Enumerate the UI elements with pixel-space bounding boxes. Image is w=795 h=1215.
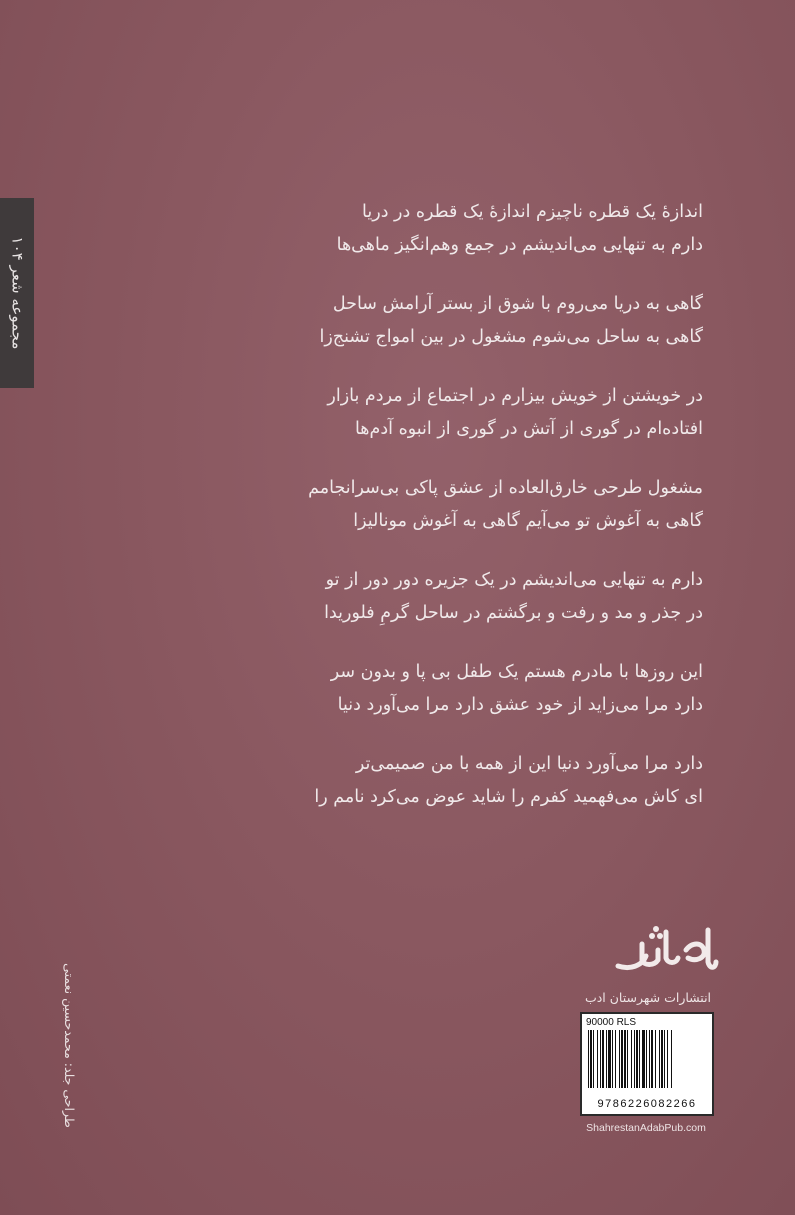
poem-line: مشغول طرحی خارق‌العاده از عشق پاکی بی‌سرانجامم bbox=[308, 478, 703, 498]
poem-stanza bbox=[203, 748, 703, 814]
poem-stanza bbox=[203, 656, 703, 722]
poem-line: در خویشتن از خویش بیزارم در اجتماع از مردم بازار bbox=[327, 386, 703, 406]
series-label: مجموعه شعر ۱۰۴ bbox=[8, 236, 27, 350]
barcode-bars bbox=[586, 1030, 708, 1088]
price-label: 90000 RLS bbox=[586, 1017, 637, 1028]
poem-line: گاهی به ساحل می‌شوم مشغول در بین امواج تشنج‌زا bbox=[319, 327, 703, 347]
poem-line: گاهی به آغوش تو می‌آیم گاهی به آغوش مونالیزا bbox=[353, 511, 703, 531]
poem-line: دارم به تنهایی می‌اندیشم در جمع وهم‌انگیز ماهی‌ها bbox=[336, 235, 703, 255]
poem-stanza bbox=[203, 380, 703, 446]
poem-stanza bbox=[203, 564, 703, 630]
publisher-name: انتشارات شهرستان ادب bbox=[584, 990, 712, 1005]
poem-line: دارد مرا می‌زاید از خود عشق دارد مرا می‌آورد دنیا bbox=[337, 695, 703, 715]
poem-stanza bbox=[203, 288, 703, 354]
poem bbox=[203, 196, 703, 840]
poem-line: دارم به تنهایی می‌اندیشم در یک جزیره دور دور از تو bbox=[325, 570, 703, 590]
isbn-number: 9786226082266 bbox=[597, 1098, 697, 1110]
poem-line: این روزها با مادرم هستم یک طفل بی پا و بدون سر bbox=[330, 662, 703, 682]
isbn-barcode bbox=[580, 1012, 714, 1116]
poem-line: اندازهٔ یک قطره ناچیزم اندازهٔ یک قطره در دریا bbox=[362, 202, 703, 222]
cover-designer-text: طراحی جلد: محمدحسین نعمتی bbox=[61, 962, 77, 1128]
poem-stanza bbox=[203, 196, 703, 262]
publisher-website: ShahrestanAdabPub.com bbox=[586, 1122, 706, 1134]
poem-stanza bbox=[203, 472, 703, 538]
series-label-tab bbox=[0, 198, 34, 388]
poem-line: گاهی به دریا می‌روم با شوق از بستر آرامش ساحل bbox=[332, 294, 703, 314]
poem-line: افتاده‌ام در گوری از آتش در گوری از انبوه آدم‌ها bbox=[354, 419, 703, 439]
shahrestan-adab-logo-icon bbox=[612, 922, 720, 982]
poem-line: در جذر و مد و رفت و برگشتم در ساحل گرمِ فلوریدا bbox=[324, 603, 703, 623]
poem-line: ای کاش می‌فهمید کفرم را شاید عوض می‌کرد نامم را bbox=[314, 787, 703, 807]
cover-designer-credit bbox=[58, 930, 80, 1160]
poem-line: دارد مرا می‌آورد دنیا این از همه با من صمیمی‌تر bbox=[355, 754, 703, 774]
